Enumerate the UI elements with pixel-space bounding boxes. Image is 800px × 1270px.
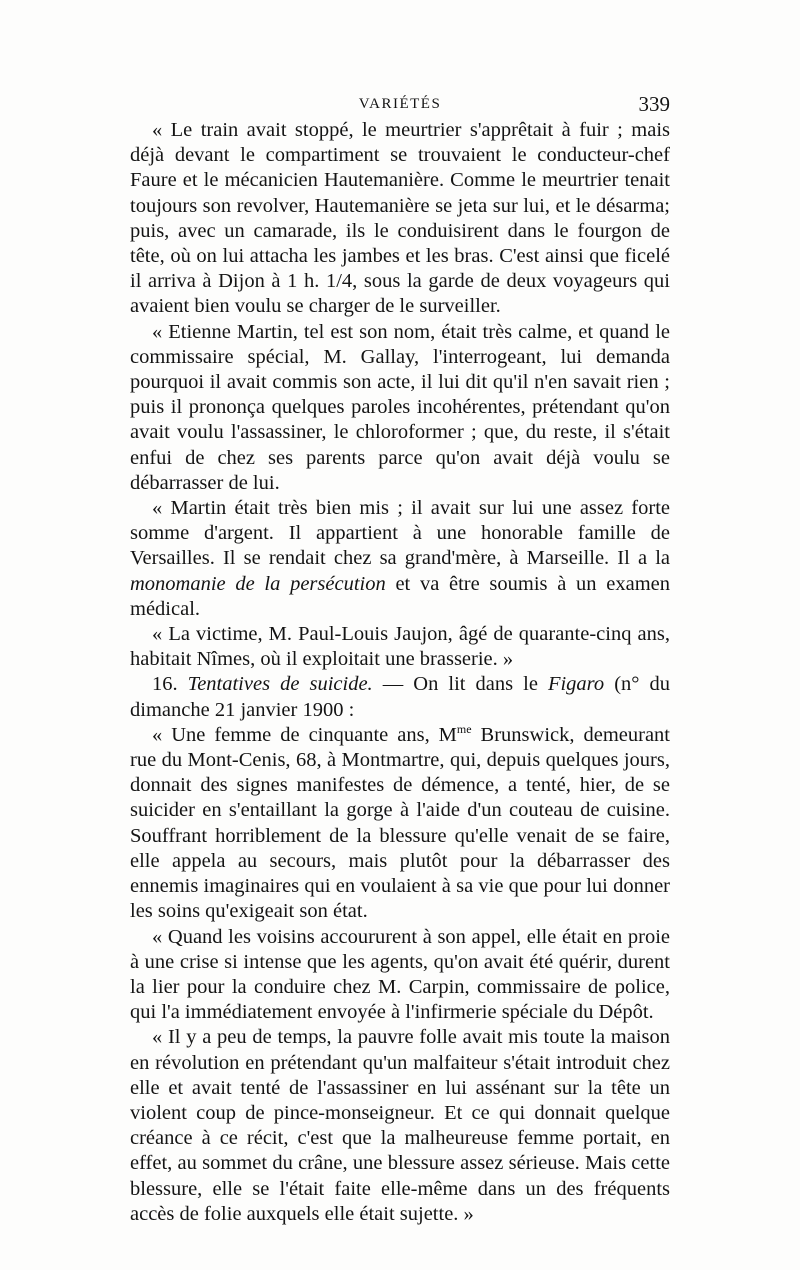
paragraph-text: et va être soumis à un examen médical. [130,572,671,620]
paragraph-text: — On lit dans le [372,673,548,696]
paragraph-neighbours: « Quand les voisins accoururent à son appel, elle était en proie à une crise si intense que les agents, qu'on avait été quérir, durent la lier pour la conduire chez M. Carpin, commissaire de police, qui l'a immédiatement envoyée à l'infirmerie spéciale du Dépôt. [130,925,670,1024]
paragraph-martin-well-dressed [130,496,670,622]
paragraph-train-stopped: « Le train avait stoppé, le meurtrier s'apprêtait à fuir ; mais déjà devant le compartiment se trouvaient le conducteur-chef Faure et le mécanicien Hautemanière. Comme le meurtrier tenait toujours son revolver, Hautemanière se jeta sur lui, et le désarma; puis, avec un camarade, ils le conduisirent dans le fourgon de tête, où on lui attacha les jambes et les bras. C'est ainsi que ficelé il arriva à Dijon à 1 h. 1/4, sous la garde de deux voyageurs qui avaient bien voulu se charger de le surveiller. [130,119,670,318]
paragraph-victim: « La victime, M. Paul-Louis Jaujon, âgé de quarante-cinq ans, habitait Nîmes, où il exploitait une brasserie. » [130,623,670,671]
page-number: 339 [638,92,670,116]
section-16-heading [130,672,670,722]
paragraph-poor-madwoman: « Il y a peu de temps, la pauvre folle avait mis toute la maison en révolution en prétendant qu'un malfaiteur s'était introduit chez elle et avait tenté de l'assassiner en lui assénant sur la tête un violent coup de pince-monseigneur. Et ce qui donnait quelque créance à ce récit, c'est que la malheureuse femme portait, en effet, au sommet du crâne, une blessure assez sérieuse. Mais cette blessure, elle se l'était faite elle-même dans un des fréquents accès de folie auxquels elle était sujette. » [130,1026,670,1225]
superscript-me: me [456,722,472,737]
paragraph-text: (n° du dimanche 21 janvier 1900 : [130,673,671,721]
italic-phrase: monomanie de la persécution [130,572,386,595]
paragraph-mme-brunswick [130,723,670,925]
section-title: Tentatives de suicide. [187,673,373,696]
newspaper-name: Figaro [547,673,605,696]
paragraph-text: « Une femme de cinquante ans, M [152,723,457,746]
running-title: VARIÉTÉS [358,96,442,112]
paragraph-text: « Martin était très bien mis ; il avait sur lui une assez forte somme d'argent. Il appartient à une honorable famille de Versailles. Il se rendait chez sa grand'mère, à Marseille. Il a la [130,497,670,570]
paragraph-text: Brunswick, demeurant rue du Mont-Cenis, 68, à Montmartre, qui, depuis quelques jours, donnait des signes manifestes de démence, a tenté, hier, de se suicider en s'entaillant la gorge à l'aide d'un couteau de cuisine. Souffrant horriblement de la blessure qu'elle venait de se faire, elle appela au secours, mais plutôt pour la débarrasser des ennemis imaginaires qui en voulaient à sa vie que pour lui donner les soins qu'exigeait son état. [130,723,670,923]
section-number: 16. [152,673,178,696]
paragraph-etienne-martin: « Etienne Martin, tel est son nom, était très calme, et quand le commissaire spécial, M. Gallay, l'interrogeant, lui demanda pourquoi il avait commis son acte, il lui dit qu'il n'en savait rien ; puis il prononça quelques paroles incohérentes, prétendant qu'on avait voulu l'assassiner, le chloroformer ; que, du reste, il s'était enfui de chez ses parents parce qu'on avait déjà voulu se débarrasser de lui. [130,320,670,494]
body-text [130,118,670,1227]
